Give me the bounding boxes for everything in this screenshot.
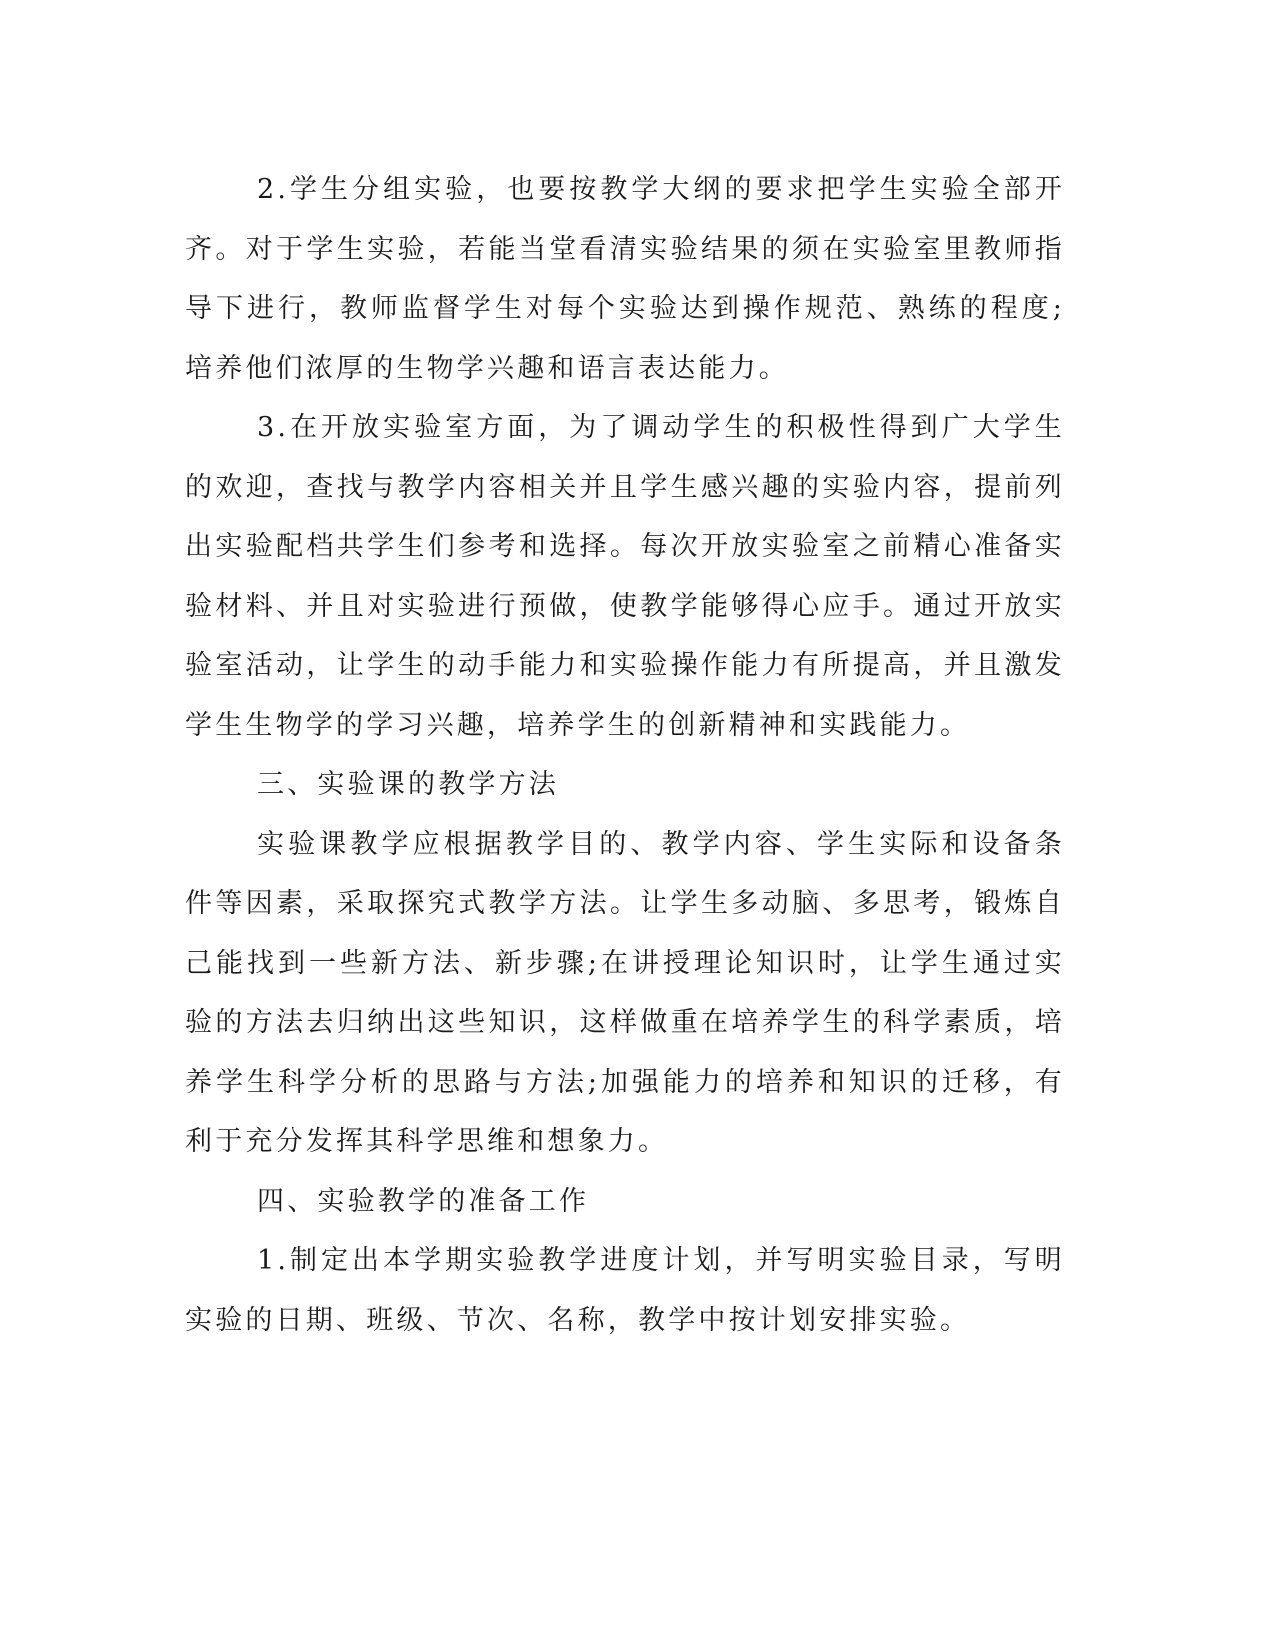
paragraph-teaching-methods: 实验课教学应根据教学目的、教学内容、学生实际和设备条件等因素，采取探究式教学方法。让学生多动脑、多思考，锻炼自己能找到一些新方法、新步骤;在讲授理论知识时，让学生通过实验的方法去归纳出这些知识，这样做重在培养学生的科学素质，培养学生科学分析的思路与方法;加强能力的培养和知识的迁移，有利于充分发挥其科学思维和想象力。 — [185, 828, 1065, 1157]
document-page — [185, 160, 1065, 1350]
paragraph-group-experiments: 2.学生分组实验，也要按教学大纲的要求把学生实验全部开齐。对于学生实验，若能当堂看清实验结果的须在实验室里教师指导下进行，教师监督学生对每个实验达到操作规范、熟练的程度;培养他们浓厚的生物学兴趣和语言表达能力。 — [185, 174, 1065, 384]
section-heading-teaching-methods: 三、实验课的教学方法 — [257, 769, 559, 800]
paragraph-open-lab: 3.在开放实验室方面，为了调动学生的积极性得到广大学生的欢迎，查找与教学内容相关并且学生感兴趣的实验内容，提前列出实验配档共学生们参考和选择。每次开放实验室之前精心准备实验材料、并且对实验进行预做，使教学能够得心应手。通过开放实验室活动，让学生的动手能力和实验操作能力有所提高，并且激发学生生物学的学习兴趣，培养学生的创新精神和实践能力。 — [185, 412, 1065, 741]
section-heading-preparation: 四、实验教学的准备工作 — [257, 1185, 590, 1217]
paragraph-schedule-plan: 1.制定出本学期实验教学进度计划，并写明实验目录，写明实验的日期、班级、节次、名称，教学中按计划安排实验。 — [185, 1245, 1065, 1336]
